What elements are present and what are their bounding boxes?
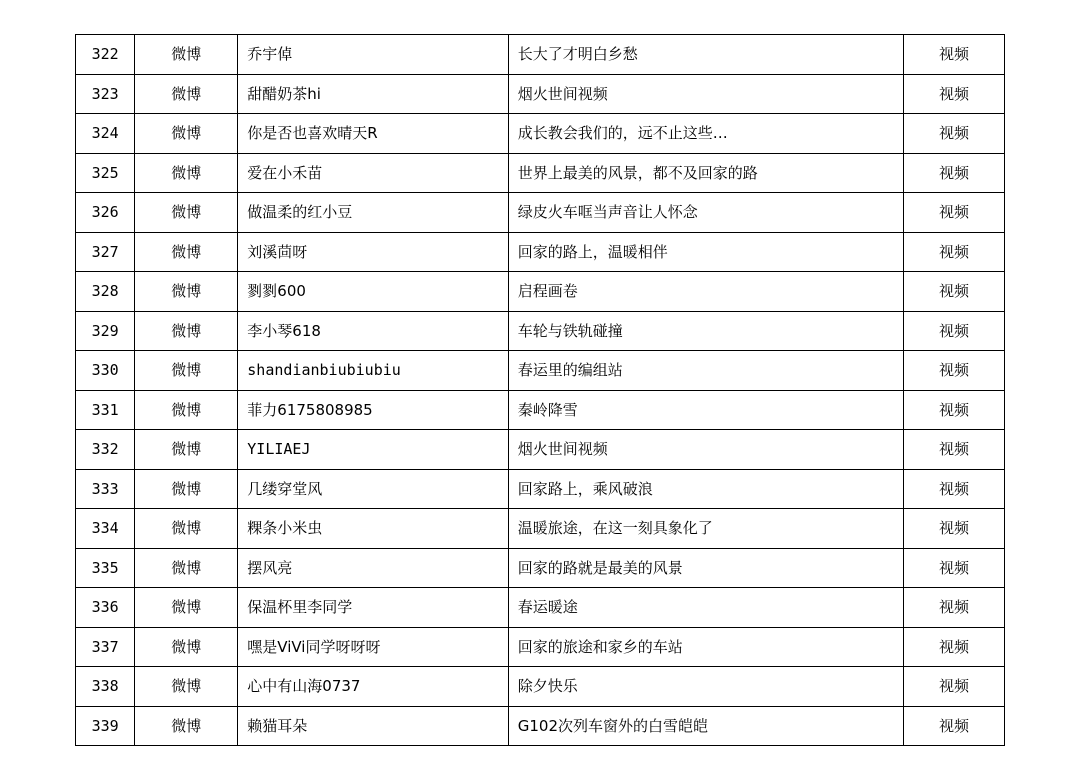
cell-index: 326 <box>76 193 135 233</box>
table-row <box>76 232 1005 272</box>
cell-account: 菲力6175808985 <box>238 390 508 430</box>
cell-type: 视频 <box>904 430 1005 470</box>
cell-title: 长大了才明白乡愁 <box>508 35 903 75</box>
table-row <box>76 351 1005 391</box>
table-body <box>76 35 1005 746</box>
cell-account: 刘溪茴呀 <box>238 232 508 272</box>
cell-title: 车轮与铁轨碰撞 <box>508 311 903 351</box>
cell-index: 329 <box>76 311 135 351</box>
cell-index: 324 <box>76 114 135 154</box>
works-table <box>75 34 1005 746</box>
cell-account: 甜醋奶茶hi <box>238 74 508 114</box>
cell-title: 世界上最美的风景，都不及回家的路 <box>508 153 903 193</box>
cell-platform: 微博 <box>135 706 238 746</box>
cell-account: 爱在小禾苗 <box>238 153 508 193</box>
cell-type: 视频 <box>904 35 1005 75</box>
cell-title: 绿皮火车哐当声音让人怀念 <box>508 193 903 233</box>
cell-account: 摆风亮 <box>238 548 508 588</box>
cell-index: 333 <box>76 469 135 509</box>
cell-index: 328 <box>76 272 135 312</box>
cell-type: 视频 <box>904 153 1005 193</box>
cell-title: 回家的旅途和家乡的车站 <box>508 627 903 667</box>
cell-account: 心中有山海0737 <box>238 667 508 707</box>
cell-type: 视频 <box>904 509 1005 549</box>
cell-platform: 微博 <box>135 232 238 272</box>
cell-account: 做温柔的红小豆 <box>238 193 508 233</box>
cell-title: 回家路上，乘风破浪 <box>508 469 903 509</box>
cell-type: 视频 <box>904 706 1005 746</box>
table-row <box>76 390 1005 430</box>
cell-index: 323 <box>76 74 135 114</box>
cell-title: 秦岭降雪 <box>508 390 903 430</box>
cell-index: 337 <box>76 627 135 667</box>
cell-type: 视频 <box>904 114 1005 154</box>
cell-index: 327 <box>76 232 135 272</box>
cell-platform: 微博 <box>135 469 238 509</box>
cell-account: 赖猫耳朵 <box>238 706 508 746</box>
cell-platform: 微博 <box>135 193 238 233</box>
cell-index: 332 <box>76 430 135 470</box>
cell-title: 温暖旅途，在这一刻具象化了 <box>508 509 903 549</box>
table-row <box>76 74 1005 114</box>
cell-title: 回家的路就是最美的风景 <box>508 548 903 588</box>
cell-index: 339 <box>76 706 135 746</box>
cell-type: 视频 <box>904 627 1005 667</box>
cell-title: 除夕快乐 <box>508 667 903 707</box>
cell-account: 剹剹600 <box>238 272 508 312</box>
table-row <box>76 627 1005 667</box>
cell-type: 视频 <box>904 548 1005 588</box>
table-row <box>76 153 1005 193</box>
cell-platform: 微博 <box>135 272 238 312</box>
cell-account: YILIAEJ <box>238 430 508 470</box>
cell-platform: 微博 <box>135 430 238 470</box>
cell-account: 李小琴618 <box>238 311 508 351</box>
cell-account: 乔宇倬 <box>238 35 508 75</box>
cell-type: 视频 <box>904 588 1005 628</box>
cell-type: 视频 <box>904 667 1005 707</box>
cell-platform: 微博 <box>135 311 238 351</box>
cell-type: 视频 <box>904 74 1005 114</box>
table-row <box>76 706 1005 746</box>
cell-title: 回家的路上，温暖相伴 <box>508 232 903 272</box>
cell-platform: 微博 <box>135 74 238 114</box>
cell-platform: 微博 <box>135 509 238 549</box>
table-row <box>76 35 1005 75</box>
table-row <box>76 193 1005 233</box>
table-row <box>76 667 1005 707</box>
cell-type: 视频 <box>904 469 1005 509</box>
cell-account: shandianbiubiubiu <box>238 351 508 391</box>
cell-index: 322 <box>76 35 135 75</box>
table-row <box>76 469 1005 509</box>
table-row <box>76 311 1005 351</box>
cell-index: 334 <box>76 509 135 549</box>
cell-title: 启程画卷 <box>508 272 903 312</box>
cell-title: 成长教会我们的，远不止这些… <box>508 114 903 154</box>
cell-platform: 微博 <box>135 588 238 628</box>
cell-account: 几缕穿堂风 <box>238 469 508 509</box>
cell-type: 视频 <box>904 232 1005 272</box>
table-row <box>76 509 1005 549</box>
cell-title: 烟火世间视频 <box>508 74 903 114</box>
table-row <box>76 114 1005 154</box>
cell-platform: 微博 <box>135 351 238 391</box>
cell-platform: 微博 <box>135 153 238 193</box>
cell-account: 嘿是ViVi同学呀呀呀 <box>238 627 508 667</box>
table-row <box>76 272 1005 312</box>
cell-account: 粿条小米虫 <box>238 509 508 549</box>
cell-title: 春运暖途 <box>508 588 903 628</box>
cell-account: 你是否也喜欢晴天R <box>238 114 508 154</box>
cell-index: 336 <box>76 588 135 628</box>
table-row <box>76 430 1005 470</box>
table-row <box>76 588 1005 628</box>
cell-platform: 微博 <box>135 390 238 430</box>
cell-title: 春运里的编组站 <box>508 351 903 391</box>
cell-type: 视频 <box>904 272 1005 312</box>
cell-platform: 微博 <box>135 35 238 75</box>
cell-index: 338 <box>76 667 135 707</box>
cell-account: 保温杯里李同学 <box>238 588 508 628</box>
cell-platform: 微博 <box>135 667 238 707</box>
cell-index: 335 <box>76 548 135 588</box>
cell-type: 视频 <box>904 390 1005 430</box>
cell-index: 330 <box>76 351 135 391</box>
cell-platform: 微博 <box>135 627 238 667</box>
table-row <box>76 548 1005 588</box>
cell-title: 烟火世间视频 <box>508 430 903 470</box>
cell-index: 331 <box>76 390 135 430</box>
cell-type: 视频 <box>904 193 1005 233</box>
cell-type: 视频 <box>904 351 1005 391</box>
cell-index: 325 <box>76 153 135 193</box>
cell-platform: 微博 <box>135 114 238 154</box>
cell-title: G102次列车窗外的白雪皑皑 <box>508 706 903 746</box>
cell-type: 视频 <box>904 311 1005 351</box>
cell-platform: 微博 <box>135 548 238 588</box>
